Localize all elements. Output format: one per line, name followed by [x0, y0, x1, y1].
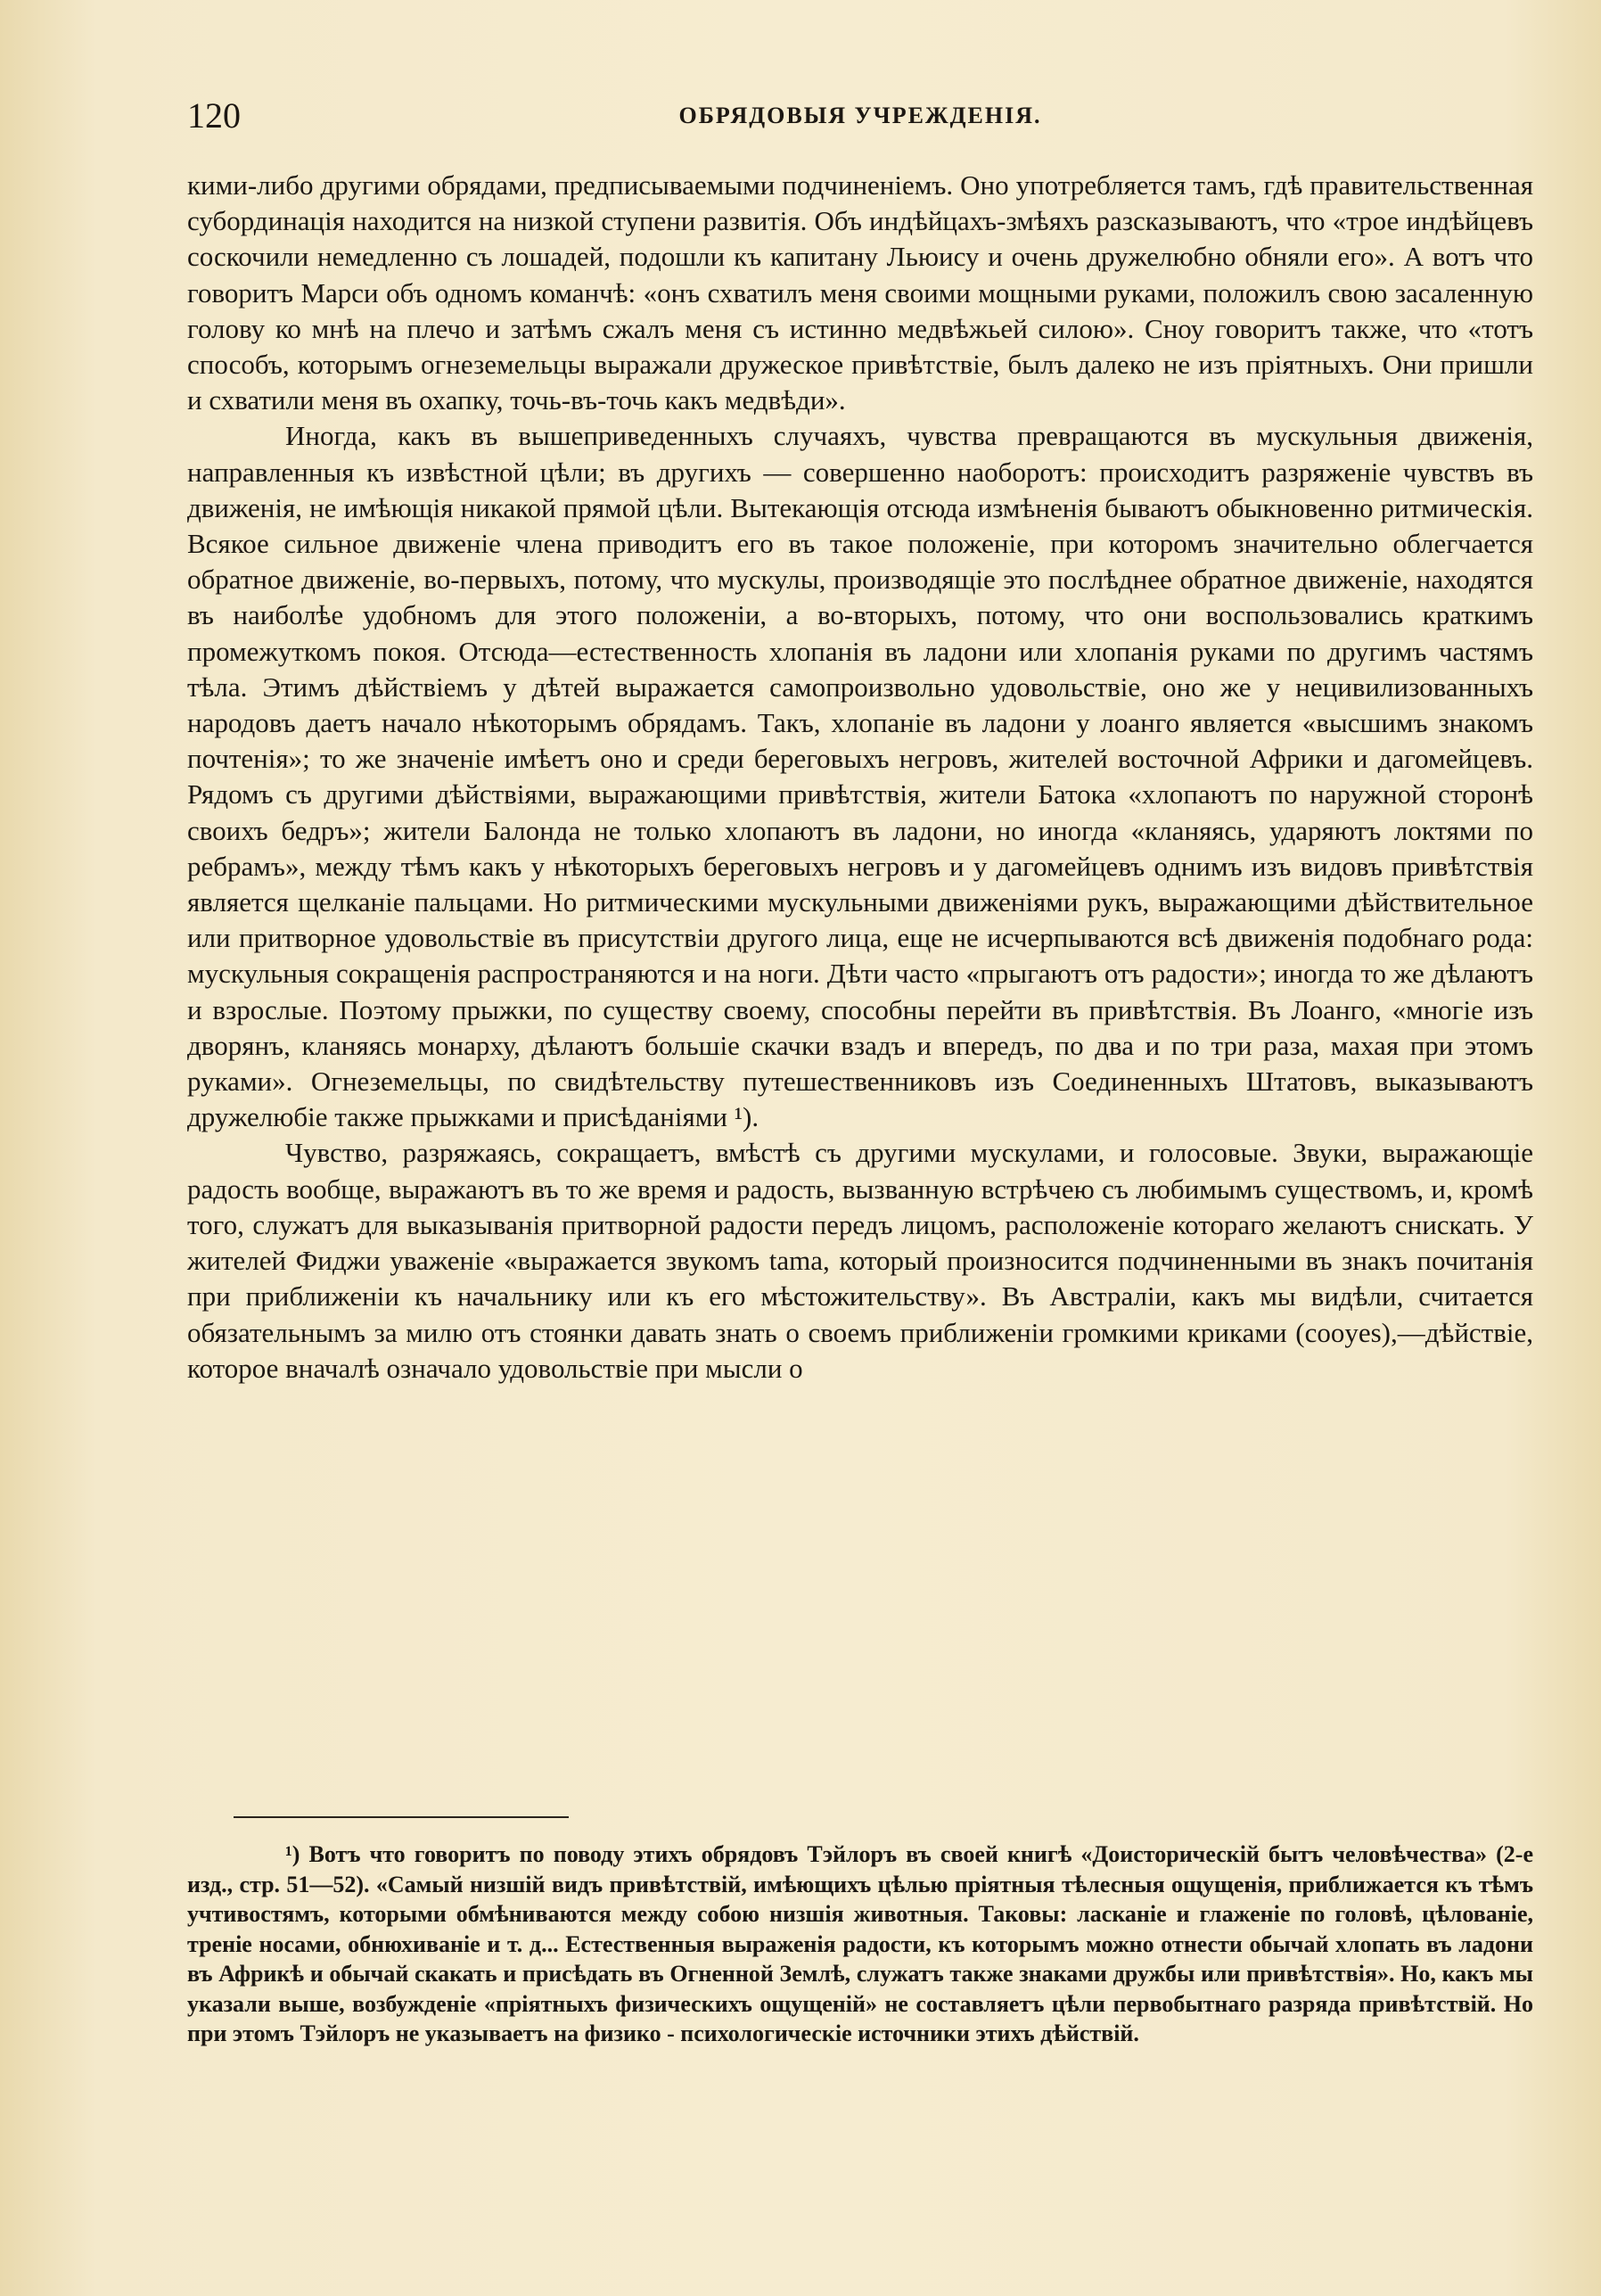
- main-text: [187, 168, 1533, 1387]
- page-number: 120: [187, 95, 241, 136]
- running-title: ОБРЯДОВЫЯ УЧРЕЖДЕНІЯ.: [678, 103, 1042, 128]
- paragraph-2: Иногда, какъ въ вышеприведенныхъ случаяхъ, чувства превращаются въ мускульныя движенія, направленныя къ извѣстной цѣли; въ другихъ — совершенно наоборотъ: происходитъ разряженіе чувствъ въ движенія, не имѣющія никакой прямой цѣли. Вытекающія отсюда измѣненія бываютъ обыкновенно ритмическія. Всякое сильное движеніе члена приводитъ его въ такое положеніе, при которомъ значительно облегчается обратное движеніе, во-первыхъ, потому, что мускулы, производящіе это послѣднее обратное движеніе, находятся въ наиболѣе удобномъ для этого положеніи, а во-вторыхъ, потому, что они воспользовались краткимъ промежуткомъ покоя. Отсюда—естественность хлопанія въ ладони или хлопанія руками по другимъ частямъ тѣла. Этимъ дѣйствіемъ у дѣтей выражается самопроизвольно удовольствіе, оно же у нецивилизованныхъ народовъ даетъ начало нѣкоторымъ обрядамъ. Такъ, хлопаніе въ ладони у лоанго является «высшимъ знакомъ почтенія»; то же значеніе имѣетъ оно и среди береговыхъ негровъ, жителей восточной Африки и дагомейцевъ. Рядомъ съ другими дѣйствіями, выражающими привѣтствія, жители Батока «хлопаютъ по наружной сторонѣ своихъ бедръ»; жители Балонда не только хлопаютъ въ ладони, но иногда «кланяясь, ударяютъ локтями по ребрамъ», между тѣмъ какъ у нѣкоторыхъ береговыхъ негровъ и у дагомейцевъ однимъ изъ видовъ привѣтствія является щелканіе пальцами. Но ритмическими мускульными движеніями рукъ, выражающими дѣйствительное или притворное удовольствіе въ присутствіи другого лица, еще не исчерпываются всѣ движенія подобнаго рода: мускульныя сокращенія распространяются и на ноги. Дѣти часто «прыгаютъ отъ радости»; иногда то же дѣлаютъ и взрослые. Поэтому прыжки, по существу своему, способны перейти въ привѣтствія. Въ Лоанго, «многіе изъ дворянъ, кланяясь монарху, дѣлаютъ большіе скачки взадъ и впередъ, по два и по три раза, махая при этомъ руками». Огнеземельцы, по свидѣтельству путешественниковъ изъ Соединенныхъ Штатовъ, выказываютъ дружелюбіе также прыжками и присѣданіями ¹).: [187, 420, 1533, 1133]
- paragraph-3: Чувство, разряжаясь, сокращаетъ, вмѣстѣ съ другими мускулами, и голосовые. Звуки, выражающіе радость вообще, выражаютъ въ то же время и радость, вызванную встрѣчею съ любимымъ существомъ, и, кромѣ того, служатъ для выказыванія притворной радости передъ лицомъ, расположеніе котораго желаютъ снискать. У жителей Фиджи уваженіе «выражается звукомъ tama, который произносится подчиненными въ знакъ почитанія при приближеніи къ начальнику или къ его мѣстожительству». Въ Австраліи, какъ мы видѣли, считается обязательнымъ за милю отъ стоянки давать знать о своемъ приближеніи громкими криками (cooyes),—дѣйствіе, которое вначалѣ означало удовольствіе при мысли о: [187, 1137, 1533, 1384]
- footnote-text: ¹) Вотъ что говоритъ по поводу этихъ обрядовъ Тэйлоръ въ своей книгѣ «Доисторическій бытъ человѣчества» (2-е изд., стр. 51—52). «Самый низшій видъ привѣтствій, имѣющихъ цѣлью пріятныя тѣлесныя ощущенія, приближается къ тѣмъ учтивостямъ, которыми обмѣниваются между собою низшія животныя. Таковы: ласканіе и глаженіе по головѣ, цѣлованіе, треніе носами, обнюхиваніе и т. д... Естественныя выраженія радости, къ которымъ можно отнести обычай хлопать въ ладони въ Африкѣ и обычай скакать и присѣдать въ Огненной Землѣ, служатъ также знаками дружбы или привѣтствія». Но, какъ мы указали выше, возбужденіе «пріятныхъ физическихъ ощущеній» не составляетъ цѣли первобытнаго разряда привѣтствій. Но при этомъ Тэйлоръ не указываетъ на физико - психологическіе источники этихъ дѣйствій.: [187, 1841, 1533, 2046]
- footnote: [187, 1839, 1533, 2049]
- page-header: [187, 89, 1533, 143]
- footnote-divider: [234, 1816, 569, 1818]
- paragraph-1: кими-либо другими обрядами, предписываемыми подчиненіемъ. Оно употребляется тамъ, гдѣ правительственная субординація находится на низкой ступени развитія. Объ индѣйцахъ-змѣяхъ разсказываютъ, что «трое индѣйцевъ соскочили немедленно съ лошадей, подошли къ капитану Льюису и очень дружелюбно обняли его». А вотъ что говоритъ Марси объ одномъ команчѣ: «онъ схватилъ меня своими мощными руками, положилъ свою засаленную голову ко мнѣ на плечо и затѣмъ сжалъ меня съ истинно медвѣжьей силою». Сноу говоритъ также, что «тотъ способъ, которымъ огнеземельцы выражали дружеское привѣтствіе, былъ далеко не изъ пріятныхъ. Они пришли и схватили меня въ охапку, точь-въ-точь какъ медвѣди».: [187, 169, 1533, 416]
